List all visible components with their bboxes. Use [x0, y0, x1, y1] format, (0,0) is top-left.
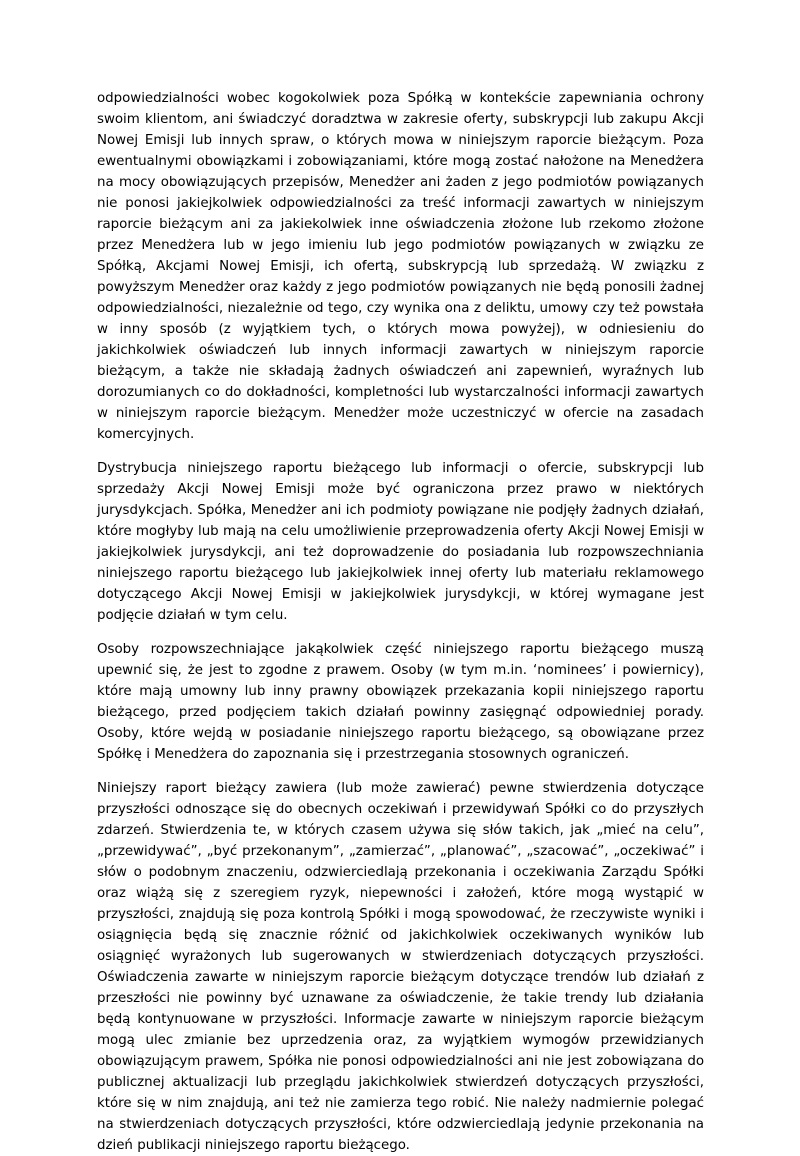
- paragraph-disclaimer-liability: odpowiedzialności wobec kogokolwiek poza Spółką w kontekście zapewniania ochrony swoim klientom, ani świadczyć doradztwa w zakresie oferty, subskrypcji lub zakupu Akcji Nowej Emisji lub innych spraw, o których mowa w niniejszym raporcie bieżącym. Poza ewentualnymi obowiązkami i zobowiązaniami, które mogą zostać nałożone na Menedżera na mocy obowiązujących przepisów, Menedżer ani żaden z jego podmiotów powiązanych nie ponosi jakiejkolwiek odpowiedzialności za treść informacji zawartych w niniejszym raporcie bieżącym ani za jakiekolwiek inne oświadczenia złożone lub rzekomo złożone przez Menedżera lub w jego imieniu lub jego podmiotów powiązanych w związku ze Spółką, Akcjami Nowej Emisji, ich ofertą, subskrypcją lub sprzedażą. W związku z powyższym Menedżer oraz każdy z jego podmiotów powiązanych nie będą ponosili żadnej odpowiedzialności, niezależnie od tego, czy wynika ona z deliktu, umowy czy też powstała w inny sposób (z wyjątkiem tych, o których mowa powyżej), w odniesieniu do jakichkolwiek oświadczeń lub innych informacji zawartych w niniejszym raporcie bieżącym, a także nie składają żadnych oświadczeń ani zapewnień, wyraźnych lub dorozumianych co do dokładności, kompletności lub wystarczalności informacji zawartych w niniejszym raporcie bieżącym. Menedżer może uczestniczyć w ofercie na zasadach komercyjnych.: [97, 91, 704, 442]
- paragraph-disclaimer-distribution: Dystrybucja niniejszego raportu bieżącego lub informacji o ofercie, subskrypcji lub sprzedaży Akcji Nowej Emisji może być ograniczona przez prawo w niektórych jurysdykcjach. Spółka, Menedżer ani ich podmioty powiązane nie podjęły żadnych działań, które mogłyby lub mają na celu umożliwienie przeprowadzenia oferty Akcji Nowej Emisji w jakiejkolwiek jurysdykcji, ani też doprowadzenie do posiadania lub rozpowszechniania niniejszego raportu bieżącego lub jakiejkolwiek innej oferty lub materiału reklamowego dotyczącego Akcji Nowej Emisji w jakiejkolwiek jurysdykcji, w której wymagane jest podjęcie działań w tym celu.: [97, 461, 704, 623]
- paragraph-disclaimer-recipients: Osoby rozpowszechniające jakąkolwiek część niniejszego raportu bieżącego muszą upewnić się, że jest to zgodne z prawem. Osoby (w tym m.in. ‘nominees’ i powiernicy), które mają umowny lub inny prawny obowiązek przekazania kopii niniejszego raportu bieżącego, przed podjęciem takich działań powinny zasięgnąć odpowiedniej porady. Osoby, które wejdą w posiadanie niniejszego raportu bieżącego, są obowiązane przez Spółkę i Menedżera do zapoznania się i przestrzegania stosownych ograniczeń.: [97, 642, 704, 762]
- paragraph-disclaimer-forward-looking: Niniejszy raport bieżący zawiera (lub może zawierać) pewne stwierdzenia dotyczące przyszłości odnoszące się do obecnych oczekiwań i przewidywań Spółki co do przyszłych zdarzeń. Stwierdzenia te, w których czasem używa się słów takich, jak „mieć na celu”, „przewidywać”, „być przekonanym”, „zamierzać”, „planować”, „szacować”, „oczekiwać” i słów o podobnym znaczeniu, odzwierciedlają przekonania i oczekiwania Zarządu Spółki oraz wiążą się z szeregiem ryzyk, niepewności i założeń, które mogą wystąpić w przyszłości, znajdują się poza kontrolą Spółki i mogą spowodować, że rzeczywiste wyniki i osiągnięcia będą się znacznie różnić od jakichkolwiek oczekiwanych wyników lub osiągnięć wyrażonych lub sugerowanych w stwierdzeniach dotyczących przyszłości. Oświadczenia zawarte w niniejszym raporcie bieżącym dotyczące trendów lub działań z przeszłości nie powinny być uznawane za oświadczenie, że takie trendy lub działania będą kontynuowane w przyszłości. Informacje zawarte w niniejszym raporcie bieżącym mogą ulec zmianie bez uprzedzenia oraz, za wyjątkiem wymogów przewidzianych obowiązującym prawem, Spółka nie ponosi odpowiedzialności ani nie jest zobowiązana do publicznej aktualizacji lub przeglądu jakichkolwiek stwierdzeń dotyczących przyszłości, które się w nim znajdują, ani też nie zamierza tego robić. Nie należy nadmiernie polegać na stwierdzeniach dotyczących przyszłości, które odzwierciedlają jedynie przekonania na dzień publikacji niniejszego raportu bieżącego.: [97, 781, 704, 1153]
- document-body: [97, 88, 704, 1156]
